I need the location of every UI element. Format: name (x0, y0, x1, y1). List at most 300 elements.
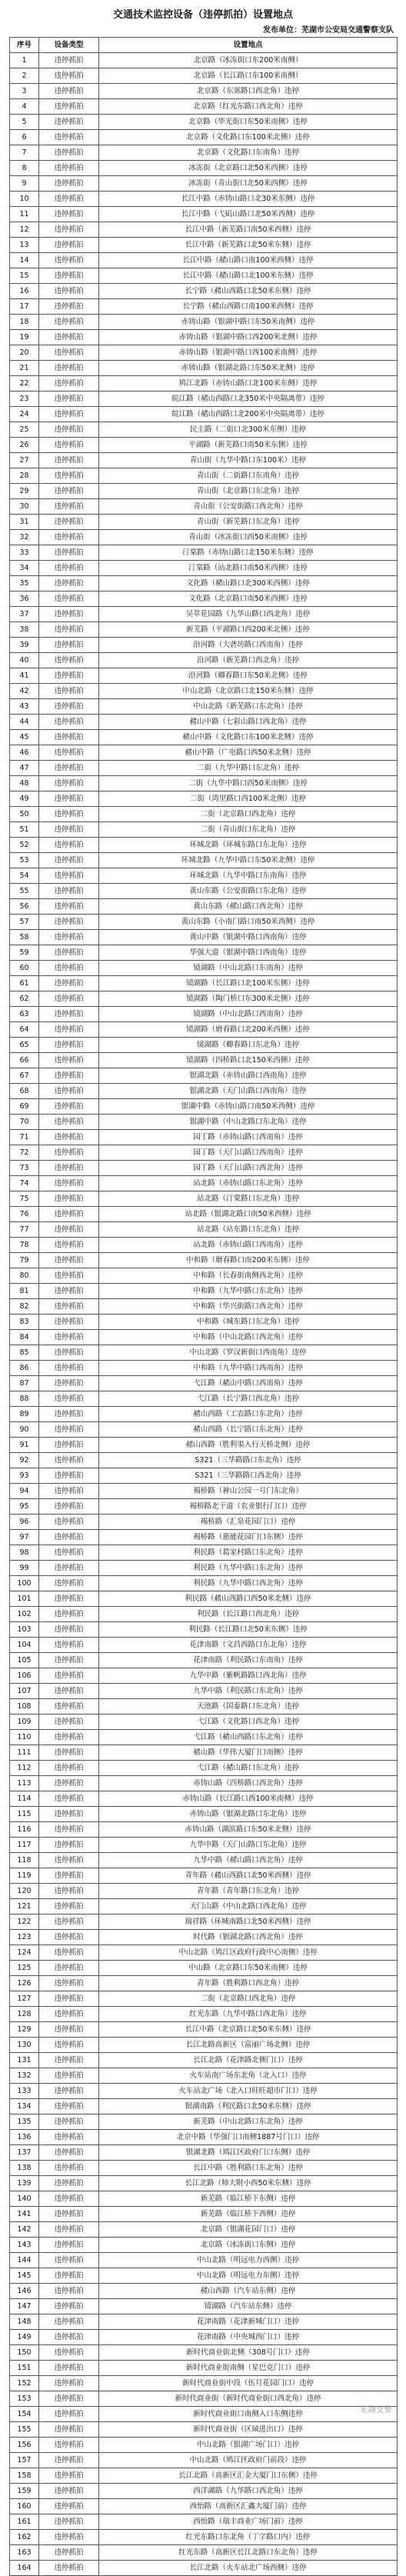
row-location: 黄山东路（公安街路口东北角）违停 (99, 884, 398, 899)
table-row (10, 838, 398, 853)
row-index: 13 (10, 238, 39, 253)
row-device-type: 违停抓拍 (39, 2268, 99, 2284)
row-location: 中和路（华兴街路口西北角）违停 (99, 1299, 398, 1315)
table-row (10, 1253, 398, 1268)
row-index: 156 (10, 2438, 39, 2453)
row-index: 132 (10, 2068, 39, 2084)
row-index: 99 (10, 1561, 39, 1576)
row-device-type: 违停抓拍 (39, 253, 99, 268)
table-row (10, 130, 398, 145)
row-location: S321（三华路路口东北角）违停 (99, 1453, 398, 1468)
row-index: 139 (10, 2176, 39, 2191)
row-index: 138 (10, 2161, 39, 2176)
table-row (10, 1176, 398, 1191)
table-row (10, 145, 398, 161)
row-device-type: 违停抓拍 (39, 2038, 99, 2053)
row-location: 赭山西路（工农路口东北角）违停 (99, 1407, 398, 1422)
row-location: 中山北路（银湖广场门口）违停 (99, 2438, 398, 2453)
row-index: 160 (10, 2499, 39, 2514)
table-row (10, 1345, 398, 1361)
row-location: 站北路（银湖北路口南50米西侧）违停 (99, 1207, 398, 1222)
row-device-type: 违停抓拍 (39, 422, 99, 438)
row-location: 站北路（赤铸山路口东北角）违停 (99, 1176, 398, 1191)
table-row (10, 407, 398, 422)
row-location: 弋江路（赭山西路口东北角）违停 (99, 1730, 398, 1745)
table-row (10, 1976, 398, 1991)
document-title: 交通技术监控设备（违停抓拍）设置地点 (112, 9, 293, 21)
row-device-type: 违停抓拍 (39, 2330, 99, 2345)
row-index: 83 (10, 1315, 39, 1330)
row-location: 镜湖路（卿春路口东北角）违停 (99, 1038, 398, 1053)
row-index: 27 (10, 453, 39, 468)
table-row (10, 1822, 398, 1838)
table-row (10, 1961, 398, 1976)
row-device-type: 违停抓拍 (39, 2191, 99, 2207)
row-device-type: 违停抓拍 (39, 638, 99, 653)
row-index: 42 (10, 684, 39, 699)
row-index: 109 (10, 1715, 39, 1730)
row-device-type: 违停抓拍 (39, 1453, 99, 1468)
row-index: 164 (10, 2561, 39, 2576)
row-device-type: 违停抓拍 (39, 1715, 99, 1730)
row-index: 119 (10, 1868, 39, 1884)
row-index: 65 (10, 1038, 39, 1053)
row-device-type: 违停抓拍 (39, 1684, 99, 1699)
row-index: 93 (10, 1468, 39, 1484)
row-location: 北京路（文化路口东100米北侧）违停 (99, 130, 398, 145)
row-location: 沿河路（新芜路口西北角）违停 (99, 653, 398, 668)
row-location: 新芜路（临江桥下西侧）违停 (99, 2207, 398, 2222)
row-device-type: 违停抓拍 (39, 2545, 99, 2561)
row-index: 6 (10, 130, 39, 145)
row-index: 20 (10, 345, 39, 361)
row-index: 5 (10, 115, 39, 130)
row-index: 152 (10, 2376, 39, 2391)
row-location: 中和路（九华中路口东北角）违停 (99, 1284, 398, 1299)
row-device-type: 违停抓拍 (39, 345, 99, 361)
row-device-type: 违停抓拍 (39, 2499, 99, 2514)
row-location: 长江中路（赭山路口北100米东侧）违停 (99, 268, 398, 284)
locations-table (9, 37, 398, 2576)
row-device-type: 违停抓拍 (39, 2438, 99, 2453)
row-location: 新时代商业街口南侧入口东侧违停 (99, 2407, 398, 2422)
row-device-type: 违停抓拍 (39, 1915, 99, 1930)
table-row (10, 1130, 398, 1145)
row-location: 冰冻街（青山街口北50米西侧）违停 (99, 176, 398, 192)
row-device-type: 违停抓拍 (39, 592, 99, 607)
row-location: 利民路（长江路口北50米东侧）违停 (99, 1622, 398, 1638)
table-row (10, 1776, 398, 1791)
row-index: 77 (10, 1222, 39, 1238)
row-location: 赤铸山路（银湖中路口东50米南侧）违停 (99, 315, 398, 330)
row-location: 二街（北京路口西北角）违停 (99, 1991, 398, 2007)
table-row (10, 761, 398, 776)
row-location: 赤铸山路（银湖北路口东北角）违停 (99, 1807, 398, 1822)
row-device-type: 违停抓拍 (39, 1591, 99, 1607)
row-device-type: 违停抓拍 (39, 1253, 99, 1268)
table-row (10, 2361, 398, 2376)
row-index: 69 (10, 1099, 39, 1115)
row-device-type: 违停抓拍 (39, 2084, 99, 2099)
table-row (10, 1915, 398, 1930)
table-row (10, 2391, 398, 2407)
row-location: 沿河路（卿春路口东50米北侧）违停 (99, 668, 398, 684)
row-device-type: 违停抓拍 (39, 1161, 99, 1176)
table-row (10, 1991, 398, 2007)
row-index: 94 (10, 1484, 39, 1499)
row-device-type: 违停抓拍 (39, 2222, 99, 2238)
row-location: 青年路（赭山西路口北50米西侧）违停 (99, 1868, 398, 1884)
row-location: 银湖北路（天门山路口西南角）违停 (99, 1084, 398, 1099)
row-location: 花津南路（花津新城门口）违停 (99, 2314, 398, 2330)
row-device-type: 违停抓拍 (39, 222, 99, 238)
row-index: 36 (10, 592, 39, 607)
row-location: 新芜路（临江桥下东侧）违停 (99, 2191, 398, 2207)
table-row (10, 1038, 398, 1053)
table-row (10, 2222, 398, 2238)
table-row (10, 2084, 398, 2099)
row-device-type: 违停抓拍 (39, 853, 99, 868)
row-index: 141 (10, 2207, 39, 2222)
table-row (10, 453, 398, 468)
row-location: 青山街（二街路口东南角）违停 (99, 468, 398, 484)
table-row (10, 253, 398, 268)
table-row (10, 2253, 398, 2268)
table-row (10, 1684, 398, 1699)
row-location: 火车站北广场（北入口旺旺超市门口）违停 (99, 2084, 398, 2099)
table-row (10, 2099, 398, 2114)
table-row (10, 2545, 398, 2561)
row-index: 31 (10, 515, 39, 530)
table-row (10, 1499, 398, 1515)
row-device-type: 违停抓拍 (39, 1884, 99, 1899)
row-device-type: 违停抓拍 (39, 545, 99, 561)
row-location: 文化路（北京路口南50米西侧）违停 (99, 592, 398, 607)
row-location: 长江中路（北京路口北50米东侧）违停 (99, 2022, 398, 2038)
table-row (10, 2268, 398, 2284)
row-device-type: 违停抓拍 (39, 2561, 99, 2576)
table-row (10, 1668, 398, 1684)
row-device-type: 违停抓拍 (39, 1038, 99, 1053)
row-index: 56 (10, 899, 39, 915)
row-index: 63 (10, 1007, 39, 1022)
table-row (10, 638, 398, 653)
table-row (10, 1022, 398, 1038)
row-index: 154 (10, 2407, 39, 2422)
row-index: 33 (10, 545, 39, 561)
row-location: 长宁路（赭山西路口北50米东侧）违停 (99, 284, 398, 299)
row-index: 149 (10, 2330, 39, 2345)
row-location: 红光东路（高新区长江北路口东北角）违停 (99, 2545, 398, 2561)
row-index: 108 (10, 1699, 39, 1715)
row-device-type: 违停抓拍 (39, 1499, 99, 1515)
table-row (10, 99, 398, 115)
row-index: 101 (10, 1591, 39, 1607)
row-index: 4 (10, 99, 39, 115)
row-location: 银湖中路（赤铸山路口南50米西侧）违停 (99, 1099, 398, 1115)
table-row (10, 1268, 398, 1284)
table-row (10, 284, 398, 299)
row-location: 中和路（长春街南侧西北角）违停 (99, 1268, 398, 1284)
row-device-type: 违停抓拍 (39, 407, 99, 422)
table-row (10, 1607, 398, 1622)
row-location: 西怡路（瑞丰商业广场门前）违停 (99, 2514, 398, 2530)
row-index: 146 (10, 2284, 39, 2299)
table-row (10, 945, 398, 961)
table-row (10, 2330, 398, 2345)
row-device-type: 违停抓拍 (39, 2299, 99, 2314)
table-row (10, 915, 398, 930)
row-index: 74 (10, 1176, 39, 1191)
row-location: 天门山路（中山北路口西北角）违停 (99, 1899, 398, 1915)
row-device-type: 违停抓拍 (39, 838, 99, 853)
row-device-type: 违停抓拍 (39, 192, 99, 207)
row-device-type: 违停抓拍 (39, 2068, 99, 2084)
row-device-type: 违停抓拍 (39, 2130, 99, 2145)
row-location: 北京路（文化路口东南角）违停 (99, 145, 398, 161)
row-index: 130 (10, 2038, 39, 2053)
row-device-type: 违停抓拍 (39, 791, 99, 807)
table-row (10, 976, 398, 991)
row-location: 赤铸山路（银湖中路口西100米南侧）违停 (99, 345, 398, 361)
table-row (10, 1468, 398, 1484)
row-index: 113 (10, 1776, 39, 1791)
table-row (10, 715, 398, 730)
row-index: 64 (10, 1022, 39, 1038)
row-index: 131 (10, 2053, 39, 2068)
row-location: 褐桥路北干道（农业银行门口）违停 (99, 1499, 398, 1515)
row-index: 68 (10, 1084, 39, 1099)
row-index: 30 (10, 499, 39, 515)
table-row (10, 376, 398, 392)
row-index: 16 (10, 284, 39, 299)
column-header-location: 设置地点 (99, 38, 398, 53)
row-device-type: 违停抓拍 (39, 330, 99, 345)
row-location: 褐桥路（神山公园一号门东北角） (99, 1484, 398, 1499)
row-location: 中山北路（明远电力东侧）违停 (99, 2268, 398, 2284)
row-device-type: 违停抓拍 (39, 2161, 99, 2176)
row-location: 长宁路（赭山西路口南100米西侧）违停 (99, 299, 398, 315)
row-device-type: 违停抓拍 (39, 991, 99, 1007)
row-device-type: 违停抓拍 (39, 499, 99, 515)
row-location: 利民路（九华中路口东北角）违停 (99, 1561, 398, 1576)
table-row (10, 1376, 398, 1391)
row-index: 121 (10, 1899, 39, 1915)
row-index: 151 (10, 2361, 39, 2376)
row-index: 40 (10, 653, 39, 668)
row-index: 8 (10, 161, 39, 176)
table-row (10, 222, 398, 238)
row-location: 九华中路（利民路口东北角）违停 (99, 1684, 398, 1699)
row-location: 赤铸山路（长江路口西100米南侧）违停 (99, 1791, 398, 1807)
row-device-type: 违停抓拍 (39, 1422, 99, 1438)
row-location: 银湖南路（利民路口北50米东侧）违停 (99, 2099, 398, 2114)
row-location: 站北路（赤铸山路口西南角）违停 (99, 1238, 398, 1253)
row-index: 163 (10, 2545, 39, 2561)
row-location: 镜湖路（四桥路口北150米西侧）违停 (99, 1053, 398, 1068)
table-row (10, 53, 398, 68)
row-index: 35 (10, 576, 39, 592)
row-index: 66 (10, 1053, 39, 1068)
row-device-type: 违停抓拍 (39, 730, 99, 745)
table-row (10, 1515, 398, 1530)
row-location: 站北路（站东路口东北角）违停 (99, 1222, 398, 1238)
table-row (10, 2530, 398, 2545)
row-location: 长江北路（花津路北侧门口）违停 (99, 2053, 398, 2068)
row-location: 赭山西路（汽车站东侧）违停 (99, 2284, 398, 2299)
table-row (10, 592, 398, 607)
row-index: 72 (10, 1145, 39, 1161)
row-index: 118 (10, 1853, 39, 1868)
table-row (10, 1561, 398, 1576)
row-index: 120 (10, 1884, 39, 1899)
row-device-type: 违停抓拍 (39, 284, 99, 299)
row-device-type: 违停抓拍 (39, 315, 99, 330)
row-device-type: 违停抓拍 (39, 2391, 99, 2407)
row-device-type: 违停抓拍 (39, 1207, 99, 1222)
table-row (10, 1899, 398, 1915)
row-device-type: 违停抓拍 (39, 622, 99, 638)
table-row (10, 1391, 398, 1407)
table-row (10, 2514, 398, 2530)
row-device-type: 违停抓拍 (39, 1515, 99, 1530)
table-row (10, 176, 398, 192)
row-location: 站北路（汀棠路口东北角）违停 (99, 1191, 398, 1207)
row-index: 142 (10, 2222, 39, 2238)
table-row (10, 299, 398, 315)
row-location: 平湖路（新芜路口南50米东侧）违停 (99, 438, 398, 453)
table-row (10, 115, 398, 130)
table-row (10, 776, 398, 791)
row-location: 新时代商业街中段（伍月花园门口）违停 (99, 2376, 398, 2391)
row-device-type: 违停抓拍 (39, 1315, 99, 1330)
row-index: 105 (10, 1653, 39, 1668)
table-row (10, 438, 398, 453)
row-location: 汀棠路（站北路口南50米西侧）违停 (99, 561, 398, 576)
table-row (10, 807, 398, 822)
row-location: 西洋湖路（九华路口西北角）违停 (99, 2484, 398, 2499)
row-location: 鸠江北路（赤铸山路口北100米东侧）违停 (99, 376, 398, 392)
row-index: 45 (10, 730, 39, 745)
row-location: 青山街（北京路口东北角）违停 (99, 484, 398, 499)
row-location: 北京中路（华强门口南侧1887号门口）违停 (99, 2130, 398, 2145)
table-row (10, 2484, 398, 2499)
row-index: 90 (10, 1422, 39, 1438)
table-row (10, 361, 398, 376)
row-index: 2 (10, 68, 39, 84)
row-device-type: 违停抓拍 (39, 1007, 99, 1022)
row-index: 126 (10, 1976, 39, 1991)
table-row (10, 1315, 398, 1330)
row-location: 吴萃花园路（九华山路口西北角）违停 (99, 607, 398, 622)
row-location: 青年路（胜利路口西北角）违停 (99, 1976, 398, 1991)
row-index: 158 (10, 2468, 39, 2484)
row-location: 冰冻街（北京路口北50米西侧）违停 (99, 161, 398, 176)
row-device-type: 违停抓拍 (39, 761, 99, 776)
row-device-type: 违停抓拍 (39, 515, 99, 530)
row-location: 青山街（公安街路口西北角）违停 (99, 499, 398, 515)
row-index: 144 (10, 2253, 39, 2268)
row-device-type: 违停抓拍 (39, 1115, 99, 1130)
row-location: 二街（九华中路口西50米南侧）违停 (99, 776, 398, 791)
row-location: 中山北路（明远电力西侧）违停 (99, 2253, 398, 2268)
row-index: 145 (10, 2268, 39, 2284)
row-index: 159 (10, 2484, 39, 2499)
table-body (10, 53, 398, 2576)
row-location: 赭山西路（胜利渠入行天桥北侧）违停 (99, 1438, 398, 1453)
row-index: 3 (10, 84, 39, 99)
row-location: 镜湖路（陶门桥口东300米北侧）违停 (99, 991, 398, 1007)
row-index: 161 (10, 2514, 39, 2530)
table-row (10, 961, 398, 976)
row-device-type: 违停抓拍 (39, 668, 99, 684)
row-device-type: 违停抓拍 (39, 961, 99, 976)
table-row (10, 468, 398, 484)
table-row (10, 545, 398, 561)
table-row (10, 1807, 398, 1822)
row-device-type: 违停抓拍 (39, 653, 99, 668)
row-device-type: 违停抓拍 (39, 2145, 99, 2161)
table-row (10, 2314, 398, 2330)
row-location: 西怡路（高新区汇鑫大厦门前）违停 (99, 2499, 398, 2514)
row-location: 新时代商业街（区域进出口）违停 (99, 2422, 398, 2438)
row-device-type: 违停抓拍 (39, 145, 99, 161)
row-location: 镜湖路（中山北路口东南角）违停 (99, 961, 398, 976)
row-device-type: 违停抓拍 (39, 2514, 99, 2530)
row-index: 48 (10, 776, 39, 791)
row-index: 92 (10, 1453, 39, 1468)
row-index: 97 (10, 1530, 39, 1545)
row-location: 中山北路（新芜路口东北角）违停 (99, 699, 398, 715)
table-row (10, 1591, 398, 1607)
row-location: 新时代商业街南侧（星巴克门口）违停 (99, 2361, 398, 2376)
table-row (10, 1068, 398, 1084)
row-index: 49 (10, 791, 39, 807)
table-row (10, 822, 398, 838)
table-row (10, 1484, 398, 1499)
row-device-type: 违停抓拍 (39, 915, 99, 930)
table-row (10, 1576, 398, 1591)
row-index: 76 (10, 1207, 39, 1222)
row-location: 新时代商业街北侧（308号门口）违停 (99, 2345, 398, 2361)
table-row (10, 622, 398, 638)
row-device-type: 违停抓拍 (39, 1899, 99, 1915)
row-location: 环城北路（九华中路口东50米北侧）违停 (99, 853, 398, 868)
table-row (10, 422, 398, 438)
row-location: 中山北路（罗汉新街口西南角）违停 (99, 1345, 398, 1361)
row-index: 10 (10, 192, 39, 207)
row-index: 95 (10, 1499, 39, 1515)
row-location: 花津南路（利民路口东南角）违停 (99, 1653, 398, 1668)
row-index: 79 (10, 1253, 39, 1268)
table-row (10, 1730, 398, 1745)
row-index: 41 (10, 668, 39, 684)
table-row (10, 2022, 398, 2038)
row-index: 88 (10, 1391, 39, 1407)
table-row (10, 899, 398, 915)
row-index: 51 (10, 822, 39, 838)
row-index: 153 (10, 2391, 39, 2407)
table-row (10, 1238, 398, 1253)
row-index: 125 (10, 1961, 39, 1976)
row-device-type: 违停抓拍 (39, 530, 99, 545)
table-row (10, 515, 398, 530)
row-index: 70 (10, 1115, 39, 1130)
row-device-type: 违停抓拍 (39, 930, 99, 945)
row-index: 32 (10, 530, 39, 545)
row-location: 北京路（红光东路口西北角）违停 (99, 99, 398, 115)
table-row (10, 561, 398, 576)
